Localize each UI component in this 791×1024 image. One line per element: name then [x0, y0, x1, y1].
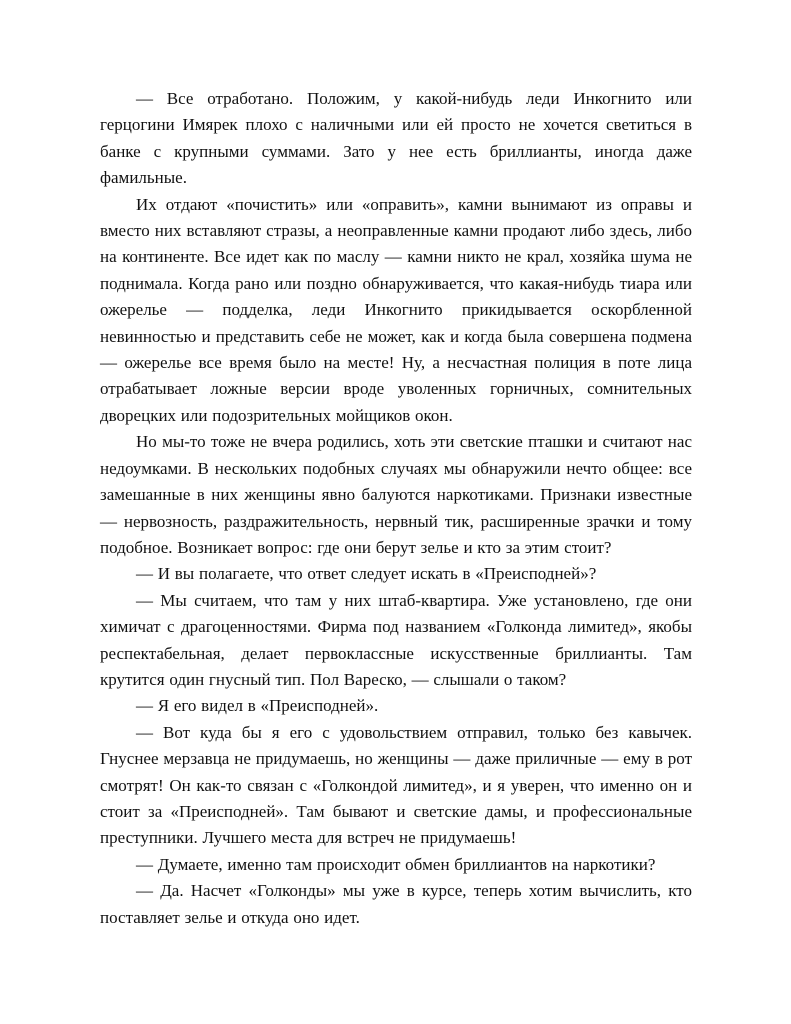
paragraph: — И вы полагаете, что ответ следует искать в «Преисподней»?	[136, 564, 597, 584]
paragraph: — Да. Насчет «Голконды» мы уже в курсе, теперь хотим вычислить, кто поставляет зелье и откуда оно идет.	[100, 881, 692, 927]
paragraph: — Мы считаем, что там у них штаб-квартира. Уже установлено, где они химичат с драгоценностями. Фирма под названием «Голконда лимитед», якобы респектабельная, делает первоклассные искусственные бриллианты. Там крутится один гнусный тип. Пол Вареско, — слышали о таком?	[100, 590, 692, 689]
paragraph: Но мы-то тоже не вчера родились, хоть эти светские пташки и считают нас недоумками. В нескольких подобных случаях мы обнаружили нечто общее: все замешанные в них женщины явно балуются наркотиками. Признаки известные — нервозность, раздражительность, нервный тик, расширенные зрачки и тому подобное. Возникает вопрос: где они берут зелье и кто за этим стоит?	[100, 432, 692, 557]
paragraph: — Все отработано. Положим, у какой-нибудь леди Инкогнито или герцогини Имярек плохо с наличными или ей просто не хочется светиться в банке с крупными суммами. Зато у нее есть бриллианты, иногда даже фамильные.	[100, 89, 692, 188]
paragraph: Их отдают «почистить» или «оправить», камни вынимают из оправы и вместо них вставляют стразы, а неоправленные камни продают либо здесь, либо на континенте. Все идет как по маслу — камни никто не крал, хозяйка шума не поднимала. Когда рано или поздно обнаруживается, что какая-нибудь тиара или ожерелье — подделка, леди Инкогнито прикидывается оскорбленной невинностью и представить себе не может, как и когда была совершена подмена — ожерелье все время было на месте! Ну, а несчастная полиция в поте лица отрабатывает ложные версии вроде уволенных горничных, сомнительных дворецких или подозрительных мойщиков окон.	[100, 194, 692, 425]
paragraph: — Я его видел в «Преисподней».	[136, 696, 379, 716]
paragraph: — Думаете, именно там происходит обмен бриллиантов на наркотики?	[136, 854, 656, 874]
paragraph: — Вот куда бы я его с удовольствием отправил, только без кавычек. Гнуснее мерзавца не придумаешь, но женщины — даже приличные — ему в рот смотрят! Он как-то связан с «Голкондой лимитед», и я уверен, что именно он и стоит за «Преисподней». Там бывают и светские дамы, и профессиональные преступники. Лучшего места для встреч не придумаешь!	[100, 722, 692, 848]
page-text-block	[100, 86, 692, 931]
